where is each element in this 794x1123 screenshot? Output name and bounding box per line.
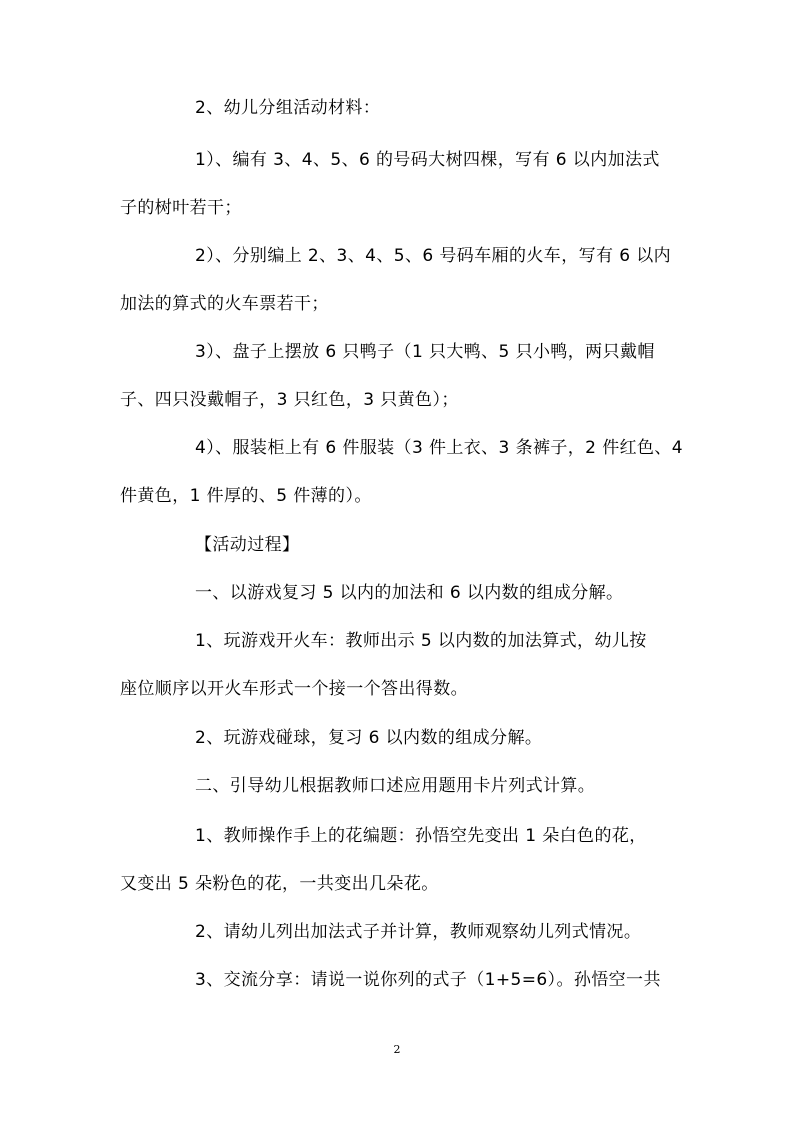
- section-heading: 【活动过程】: [195, 535, 300, 555]
- paragraph-line: 2）、分别编上 2、3、4、5、6 号码车厢的火车，写有 6 以内: [195, 246, 672, 266]
- paragraph-line: 件黄色，1 件厚的、5 件薄的）。: [120, 486, 372, 506]
- paragraph-line: 3、交流分享：请说一说你列的式子（1+5=6）。孙悟空一共: [195, 970, 661, 990]
- paragraph-line: 加法的算式的火车票若干；: [120, 294, 329, 314]
- paragraph-line: 2、玩游戏碰球，复习 6 以内数的组成分解。: [195, 728, 543, 748]
- paragraph-line: 一、以游戏复习 5 以内的加法和 6 以内数的组成分解。: [195, 583, 624, 603]
- paragraph-line: 又变出 5 朵粉色的花，一共变出几朵花。: [120, 874, 439, 894]
- paragraph-line: 座位顺序以开火车形式一个接一个答出得数。: [120, 679, 468, 699]
- paragraph-line: 2、幼儿分组活动材料：: [195, 98, 381, 118]
- paragraph-line: 1、玩游戏开火车：教师出示 5 以内数的加法算式，幼儿按: [195, 631, 647, 651]
- paragraph-line: 2、请幼儿列出加法式子并计算，教师观察幼儿列式情况。: [195, 922, 642, 942]
- paragraph-line: 二、引导幼儿根据教师口述应用题用卡片列式计算。: [195, 776, 596, 796]
- paragraph-line: 1、教师操作手上的花编题：孙悟空先变出 1 朵白色的花，: [195, 826, 647, 846]
- page-number: 2: [393, 1043, 401, 1056]
- paragraph-line: 4）、服装柜上有 6 件服装（3 件上衣、3 条裤子，2 件红色、4: [195, 438, 684, 458]
- paragraph-line: 子、四只没戴帽子，3 只红色，3 只黄色）；: [120, 390, 459, 410]
- paragraph-line: 子的树叶若干；: [120, 198, 242, 218]
- paragraph-line: 1）、编有 3、4、5、6 的号码大树四棵，写有 6 以内加法式: [195, 150, 660, 170]
- paragraph-line: 3）、盘子上摆放 6 只鸭子（1 只大鸭、5 只小鸭，两只戴帽: [195, 342, 655, 362]
